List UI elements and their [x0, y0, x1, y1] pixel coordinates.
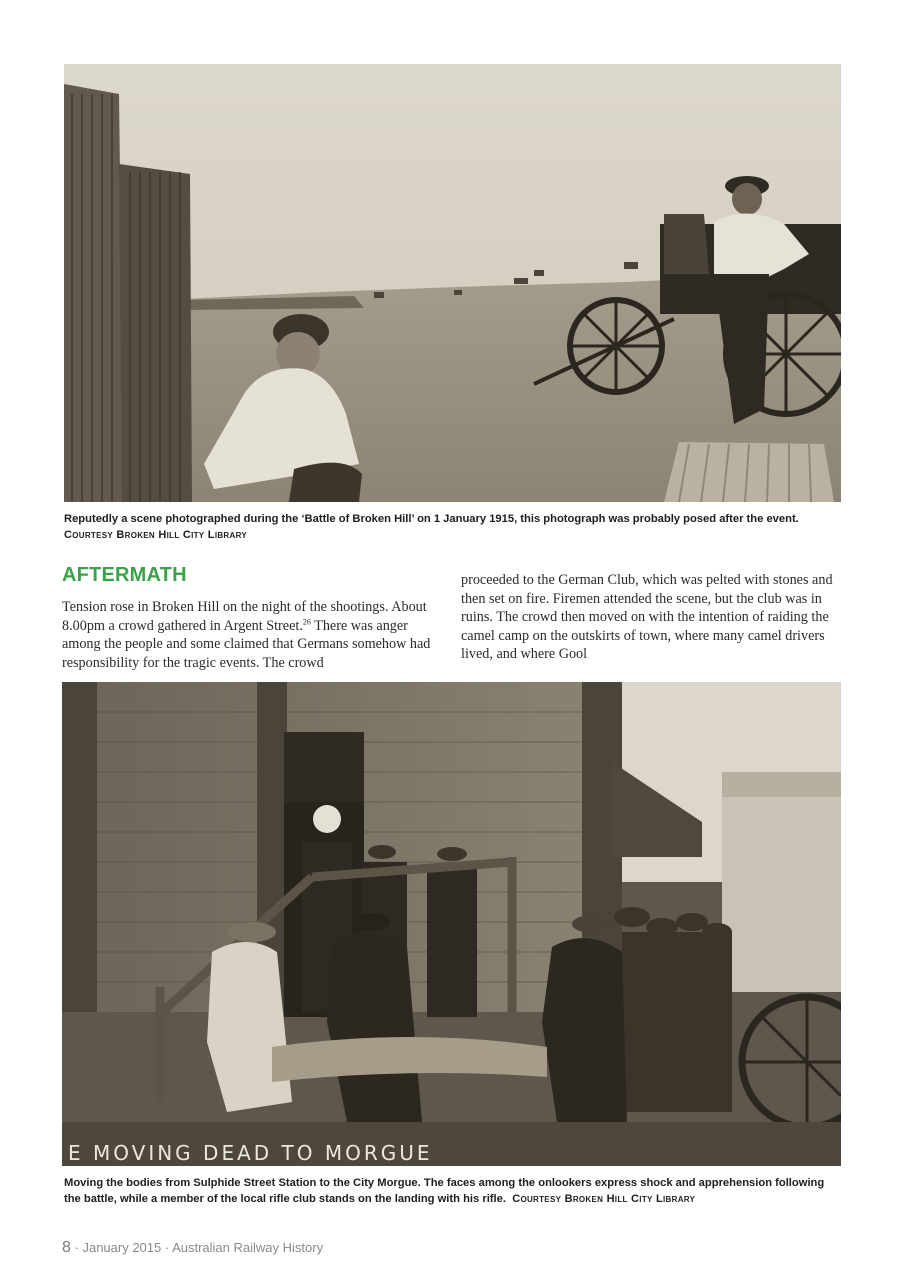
page-number: 8	[62, 1239, 71, 1256]
photo-bottom-caption	[64, 1175, 839, 1207]
photo-battle-scene	[64, 64, 841, 502]
photo-battle-scene-image	[64, 64, 841, 502]
article-column-right: proceeded to the German Club, which was pelted with stones and then set on fire. Firemen attended the scene, but the club was in ruins. The crowd then moved on with the intention of raiding the camel camp on the outskirts of town, where many camel drivers lived, and where Gool	[461, 572, 833, 663]
section-heading: AFTERMATH	[62, 564, 187, 586]
col-left-text-after: There was anger among the people and some claimed that Germans somehow had responsibility for the tragic events. The crowd	[62, 617, 431, 671]
photo-top-caption	[64, 511, 834, 543]
page-footer	[62, 1239, 323, 1257]
photo-morgue-scene	[62, 682, 841, 1166]
photo-morgue-scene-image	[62, 682, 841, 1166]
footnote-ref: 26	[302, 616, 311, 626]
photo-top-credit: Courtesy Broken Hill City Library	[64, 529, 247, 541]
photo-bottom-credit: Courtesy Broken Hill City Library	[512, 1193, 696, 1205]
photo-top-caption-text: Reputedly a scene photographed during the ‘Battle of Broken Hill’ on 1 January 1915, this photograph was probably posed after the event.	[64, 513, 799, 525]
photo-inscription: E MOVING DEAD TO MORGUE	[68, 1141, 433, 1165]
col-left-text-before: Tension rose in Broken Hill on the night of the shootings. About 8.00pm a crowd gathered in Argent Street.	[62, 599, 427, 634]
photo-bottom-caption-text: Moving the bodies from Sulphide Street Station to the City Morgue. The faces among the onlookers express shock and apprehension following the battle, while a member of the local rifle club stands on the landing with his rifle.	[64, 1177, 825, 1205]
article-column-left	[62, 598, 444, 672]
footer-text: · January 2015 · Australian Railway History	[70, 1240, 324, 1255]
